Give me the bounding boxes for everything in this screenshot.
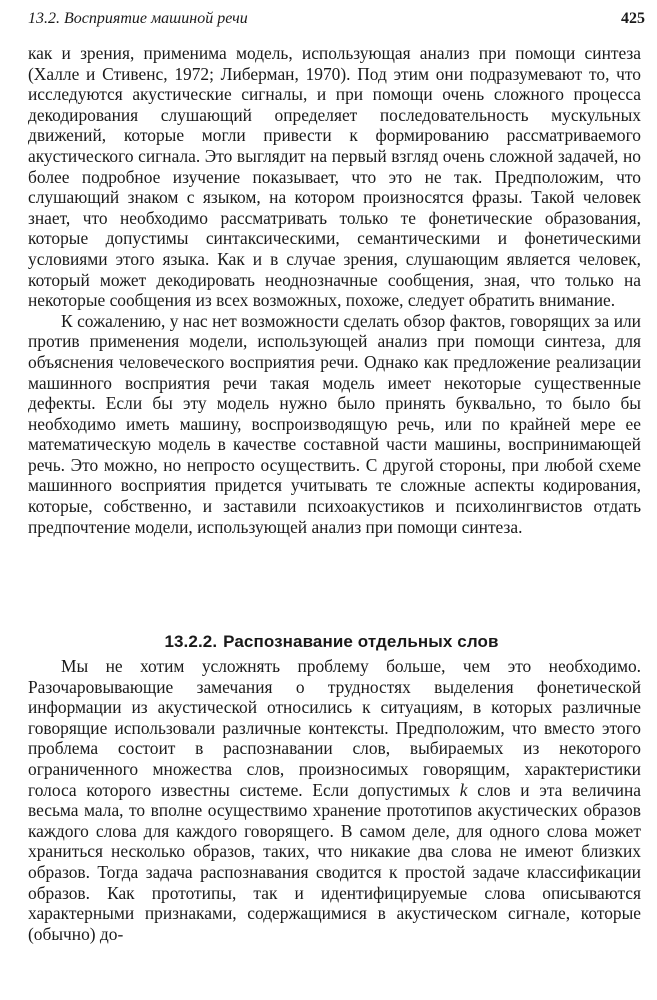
paragraph: К сожалению, у нас нет возможности сделать обзор фактов, говорящих за или против применения модели, использующей анализ при помощи синтеза, для объяснения человеческого восприятия речи. Однако как предложение реализации машинного восприятия речи такая модель имеет некоторые существенные дефекты. Если бы эту модель нужно было принять буквально, то было бы необходимо иметь машину, воспроизводящую речь, или по крайней мере ее математическую модель в качестве составной части машины, воспринимающей речь. Это можно, но непросто осуществить. С другой стороны, при любой схеме машинного восприятия придется учитывать те сложные аспекты кодирования, которые, собственно, и заставили психоакустиков и психолингвистов отдать предпочтение модели, использующей анализ при помощи синтеза. bbox=[28, 310, 641, 537]
paragraph-text-part: слов и эта величина весьма мала, то вполне осуществимо хранение прототипов акустических образов каждого слова для каждого говорящего. В самом деле, для одного слова может храниться несколько образов, таких, что никакие два слова не имеют близких образов. Тогда задача распознавания сводится к простой задаче классификации образов. Как прототипы, так и идентифицируемые слова описываются характерными признаками, содержащимися в акустическом сигнале, которые (обычно) до- bbox=[28, 779, 641, 944]
running-header bbox=[28, 10, 645, 34]
page-number: 425 bbox=[621, 10, 645, 27]
text-block-bottom bbox=[28, 656, 641, 944]
math-variable-k: k bbox=[459, 779, 468, 800]
text-block-top bbox=[28, 43, 641, 537]
running-header-title: 13.2. Восприятие машиной речи bbox=[28, 10, 248, 27]
paragraph-text-part: Мы не хотим усложнять проблему больше, чем это необходимо. Разочаровывающие замечания о трудностях выделения фонетической информации из акустической относились к ситуациям, в которых различные говорящие использовали различные контексты. Предположим, что вместо этого проблема состоит в распознавании слов, выбираемых из некоторого ограниченного множества слов, произносимых говорящим, характеристики голоса которого известны системе. Если допустимых bbox=[28, 656, 641, 800]
section-number: 13.2.2. bbox=[164, 632, 218, 651]
section-heading bbox=[28, 632, 641, 652]
paragraph bbox=[28, 656, 641, 944]
section-title: Распознавание отдельных слов bbox=[223, 632, 499, 651]
paragraph-continued: как и зрения, применима модель, использующая анализ при помощи синтеза (Халле и Стивенс, 1972; Либерман, 1970). Под этим они подразумевают то, что исследуются акустические сигналы, и при помощи очень сложного процесса декодирования слушающий определяет последовательность мускульных движений, которые могли привести к формированию рассматриваемого акустического сигнала. Это выглядит на первый взгляд очень сложной задачей, но более подробное изучение показывает, что это не так. Предположим, что слушающий знаком с языком, на котором произносятся фразы. Такой человек знает, что необходимо рассматривать только те фонетические образования, которые допустимы синтаксическими, семантическими и фонетическими условиями этого языка. Как и в случае зрения, слушающим является человек, который может декодировать неоднозначные сообщения, зная, что только на некоторые сообщения из всех возможных, похоже, следует обратить внимание. bbox=[28, 43, 641, 311]
